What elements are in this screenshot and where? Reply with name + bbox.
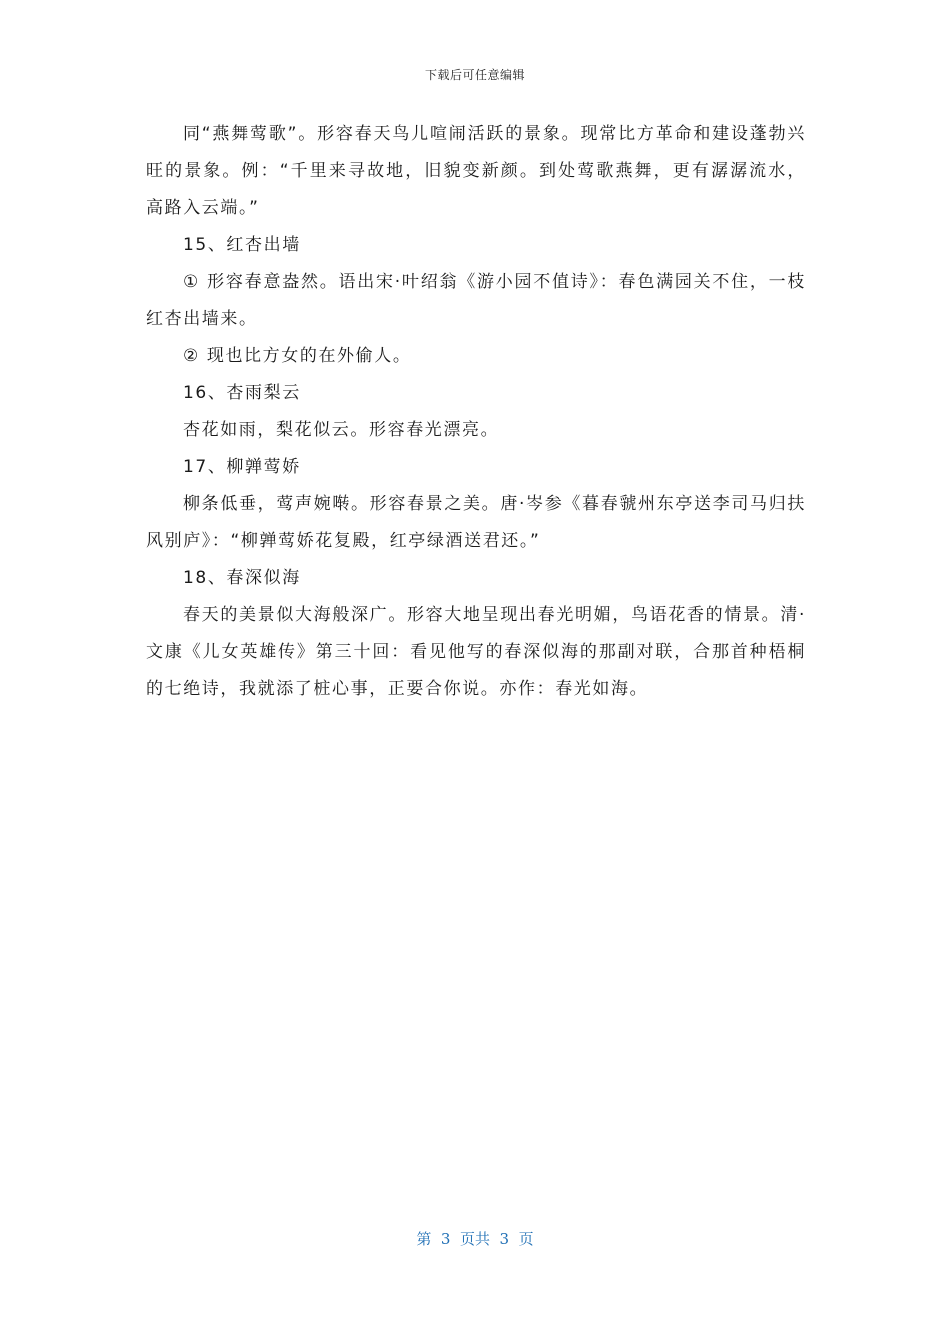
page-number-footer: 第 3 页共 3 页 — [416, 1230, 534, 1248]
heading-16: 16、杏雨梨云 — [183, 383, 301, 403]
document-body — [146, 116, 806, 708]
paragraph-18: 春天的美景似大海般深广。形容大地呈现出春光明媚，鸟语花香的情景。清·文康《儿女英雄传》第三十回：看见他写的春深似海的那副对联，合那首种梧桐的七绝诗，我就添了桩心事，正要合你说。亦作：春光如海。 — [146, 605, 806, 699]
paragraph-yanwu-yingge: 同“燕舞莺歌”。形容春天鸟儿喧闹活跃的景象。现常比方革命和建设蓬勃兴旺的景象。例：“千里来寻故地，旧貌变新颜。到处莺歌燕舞，更有潺潺流水，高路入云端。” — [146, 124, 806, 218]
header-note: 下载后可任意编辑 — [424, 68, 525, 82]
paragraph-15-meaning-2: ② 现也比方女的在外偷人。 — [183, 346, 412, 366]
paragraph-16: 杏花如雨，梨花似云。形容春光漂亮。 — [183, 420, 500, 440]
paragraph-15-meaning-1: ① 形容春意盎然。语出宋·叶绍翁《游小园不值诗》：春色满园关不住，一枝红杏出墙来。 — [146, 272, 806, 329]
paragraph-17: 柳条低垂，莺声婉啭。形容春景之美。唐·岑参《暮春虢州东亭送李司马归扶风别庐》：“柳亸莺娇花复殿，红亭绿酒送君还。” — [146, 494, 806, 551]
heading-17: 17、柳亸莺娇 — [183, 457, 301, 477]
heading-15: 15、红杏出墙 — [183, 235, 301, 255]
heading-18: 18、春深似海 — [183, 568, 301, 588]
